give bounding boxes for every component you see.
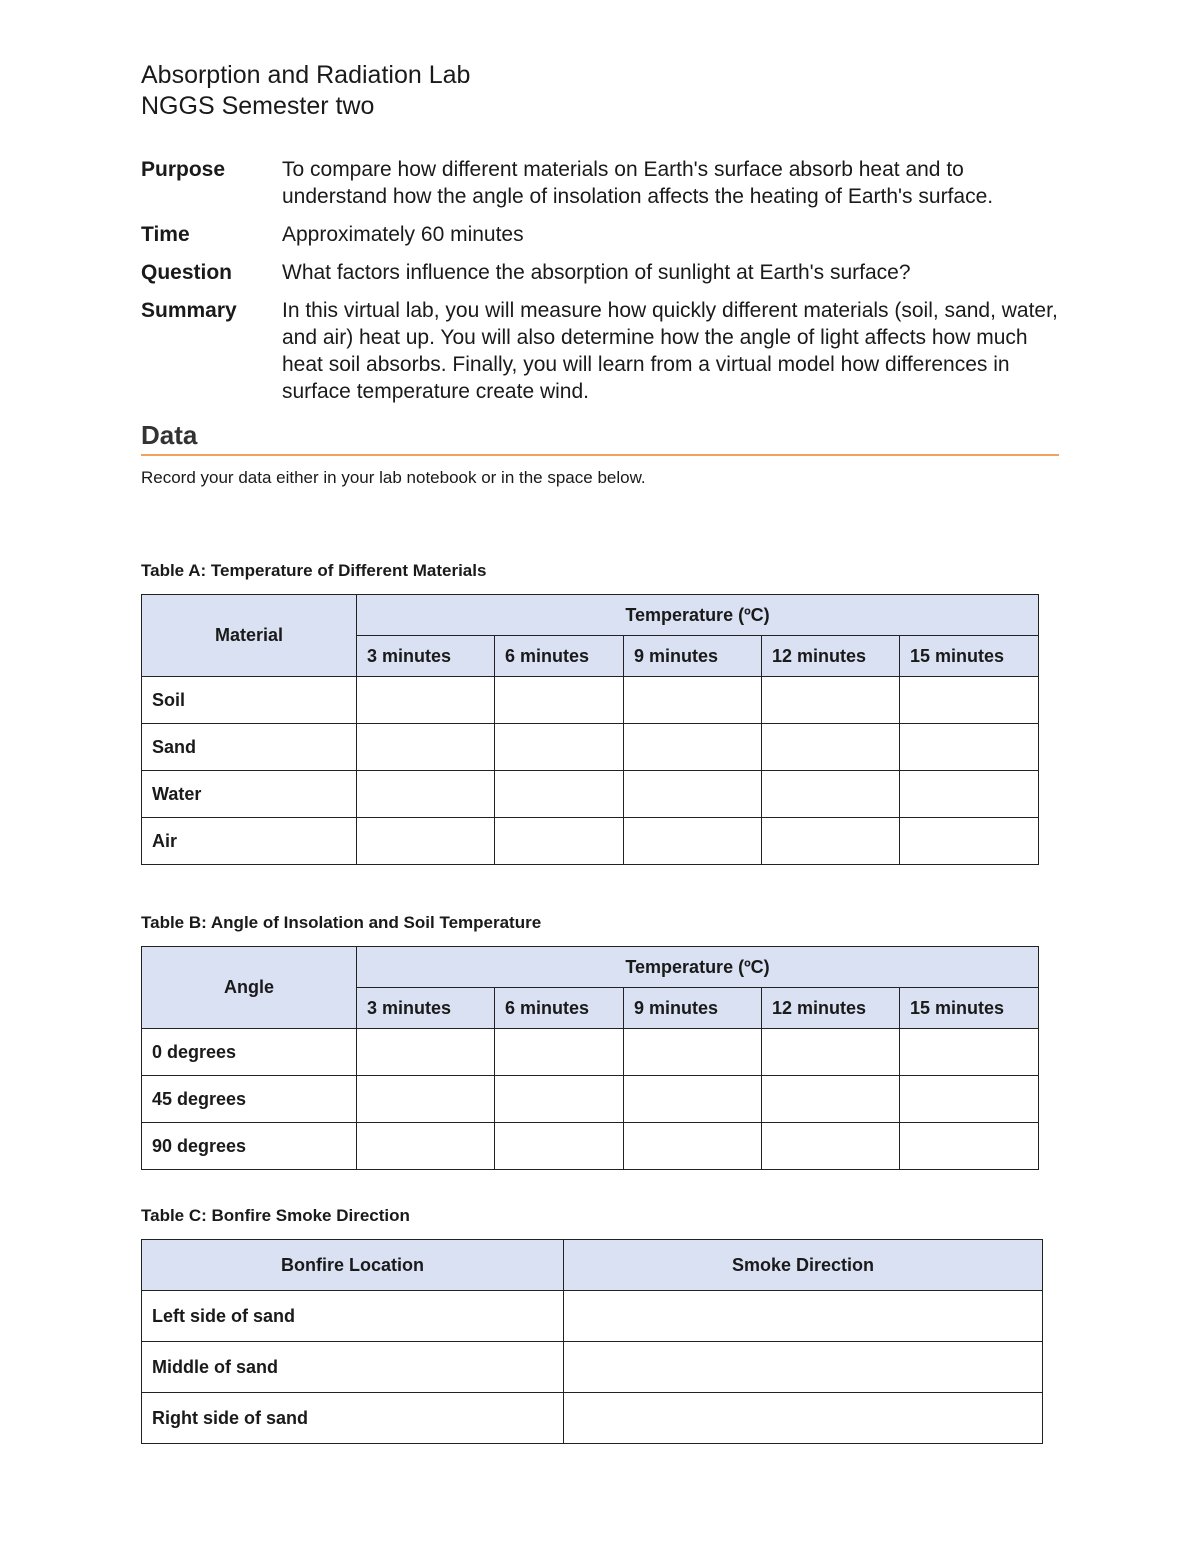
table-b-group-header: Temperature (ºC)	[357, 947, 1039, 988]
table-b-row-header: Angle	[142, 947, 357, 1029]
info-label: Question	[141, 261, 233, 284]
table-c-caption: Table C: Bonfire Smoke Direction	[141, 1206, 410, 1225]
table-a	[141, 594, 1039, 865]
info-row-question	[141, 259, 1061, 286]
table-header-row	[142, 947, 1039, 988]
table-b-caption: Table B: Angle of Insolation and Soil Temperature	[141, 913, 542, 932]
document-subtitle: NGGS Semester two	[141, 92, 375, 120]
data-cell[interactable]	[564, 1291, 1043, 1342]
column-header: Smoke Direction	[564, 1240, 1043, 1291]
row-label: 90 degrees	[142, 1123, 357, 1170]
column-header: 6 minutes	[495, 636, 624, 677]
data-cell[interactable]	[900, 677, 1039, 724]
data-cell[interactable]	[357, 1029, 495, 1076]
data-cell[interactable]	[495, 771, 624, 818]
table-row	[142, 1076, 1039, 1123]
table-a-row-header: Material	[142, 595, 357, 677]
info-value: To compare how different materials on Earth's surface absorb heat and to understand how the angle of insolation affects the heating of Earth's surface.	[282, 158, 994, 208]
row-label: Left side of sand	[142, 1291, 564, 1342]
data-cell[interactable]	[357, 1123, 495, 1170]
data-cell[interactable]	[564, 1393, 1043, 1444]
table-a-caption: Table A: Temperature of Different Materials	[141, 561, 487, 580]
section-divider	[141, 454, 1059, 456]
data-cell[interactable]	[495, 677, 624, 724]
row-label: 45 degrees	[142, 1076, 357, 1123]
info-label: Purpose	[141, 158, 226, 181]
data-cell[interactable]	[357, 724, 495, 771]
info-row-summary	[141, 297, 1061, 405]
table-row	[142, 724, 1039, 771]
data-cell[interactable]	[564, 1342, 1043, 1393]
table-b	[141, 946, 1039, 1170]
table-row	[142, 677, 1039, 724]
column-header: 9 minutes	[624, 636, 762, 677]
data-cell[interactable]	[762, 771, 900, 818]
row-label: Sand	[142, 724, 357, 771]
data-cell[interactable]	[762, 724, 900, 771]
data-cell[interactable]	[357, 818, 495, 865]
data-cell[interactable]	[900, 1029, 1039, 1076]
data-cell[interactable]	[762, 1076, 900, 1123]
info-block	[141, 156, 1061, 405]
data-cell[interactable]	[624, 724, 762, 771]
data-cell[interactable]	[624, 1076, 762, 1123]
data-cell[interactable]	[762, 818, 900, 865]
row-label: 0 degrees	[142, 1029, 357, 1076]
data-cell[interactable]	[900, 818, 1039, 865]
info-row-purpose	[141, 156, 1061, 210]
row-label: Middle of sand	[142, 1342, 564, 1393]
column-header: 6 minutes	[495, 988, 624, 1029]
data-cell[interactable]	[762, 677, 900, 724]
info-label: Time	[141, 223, 190, 246]
table-row	[142, 771, 1039, 818]
data-instructions: Record your data either in your lab notebook or in the space below.	[141, 468, 646, 487]
data-cell[interactable]	[900, 1123, 1039, 1170]
section-title: Data	[141, 420, 198, 450]
data-cell[interactable]	[900, 724, 1039, 771]
column-header: 15 minutes	[900, 988, 1039, 1029]
column-header: Bonfire Location	[142, 1240, 564, 1291]
info-row-time	[141, 221, 1061, 248]
table-header-row	[142, 1240, 1043, 1291]
info-value: Approximately 60 minutes	[282, 223, 524, 246]
info-value: In this virtual lab, you will measure how quickly different materials (soil, sand, water, and air) heat up. You will also determine how the angle of light affects how much heat soil absorbs. Finally, you will learn from a virtual model how differences in surface temperature create wind.	[282, 299, 1058, 403]
data-cell[interactable]	[900, 1076, 1039, 1123]
data-cell[interactable]	[624, 677, 762, 724]
column-header: 15 minutes	[900, 636, 1039, 677]
data-cell[interactable]	[495, 818, 624, 865]
table-row	[142, 1342, 1043, 1393]
data-cell[interactable]	[357, 771, 495, 818]
data-cell[interactable]	[762, 1029, 900, 1076]
data-cell[interactable]	[357, 677, 495, 724]
data-cell[interactable]	[762, 1123, 900, 1170]
table-c	[141, 1239, 1043, 1444]
row-label: Water	[142, 771, 357, 818]
data-cell[interactable]	[495, 1029, 624, 1076]
data-cell[interactable]	[495, 724, 624, 771]
row-label: Air	[142, 818, 357, 865]
column-header: 12 minutes	[762, 988, 900, 1029]
data-cell[interactable]	[624, 1029, 762, 1076]
document-page	[141, 60, 1061, 416]
data-cell[interactable]	[495, 1076, 624, 1123]
table-row	[142, 1393, 1043, 1444]
table-header-row	[142, 595, 1039, 636]
data-section	[141, 418, 1059, 488]
data-cell[interactable]	[624, 818, 762, 865]
table-row	[142, 1291, 1043, 1342]
data-cell[interactable]	[900, 771, 1039, 818]
info-value: What factors influence the absorption of sunlight at Earth's surface?	[282, 261, 911, 284]
table-a-group-header: Temperature (ºC)	[357, 595, 1039, 636]
column-header: 12 minutes	[762, 636, 900, 677]
column-header: 9 minutes	[624, 988, 762, 1029]
data-cell[interactable]	[624, 771, 762, 818]
row-label: Soil	[142, 677, 357, 724]
column-header: 3 minutes	[357, 988, 495, 1029]
table-row	[142, 1029, 1039, 1076]
data-cell[interactable]	[624, 1123, 762, 1170]
table-row	[142, 818, 1039, 865]
table-row	[142, 1123, 1039, 1170]
data-cell[interactable]	[495, 1123, 624, 1170]
column-header: 3 minutes	[357, 636, 495, 677]
data-cell[interactable]	[357, 1076, 495, 1123]
info-label: Summary	[141, 299, 237, 322]
document-title: Absorption and Radiation Lab	[141, 61, 471, 89]
row-label: Right side of sand	[142, 1393, 564, 1444]
